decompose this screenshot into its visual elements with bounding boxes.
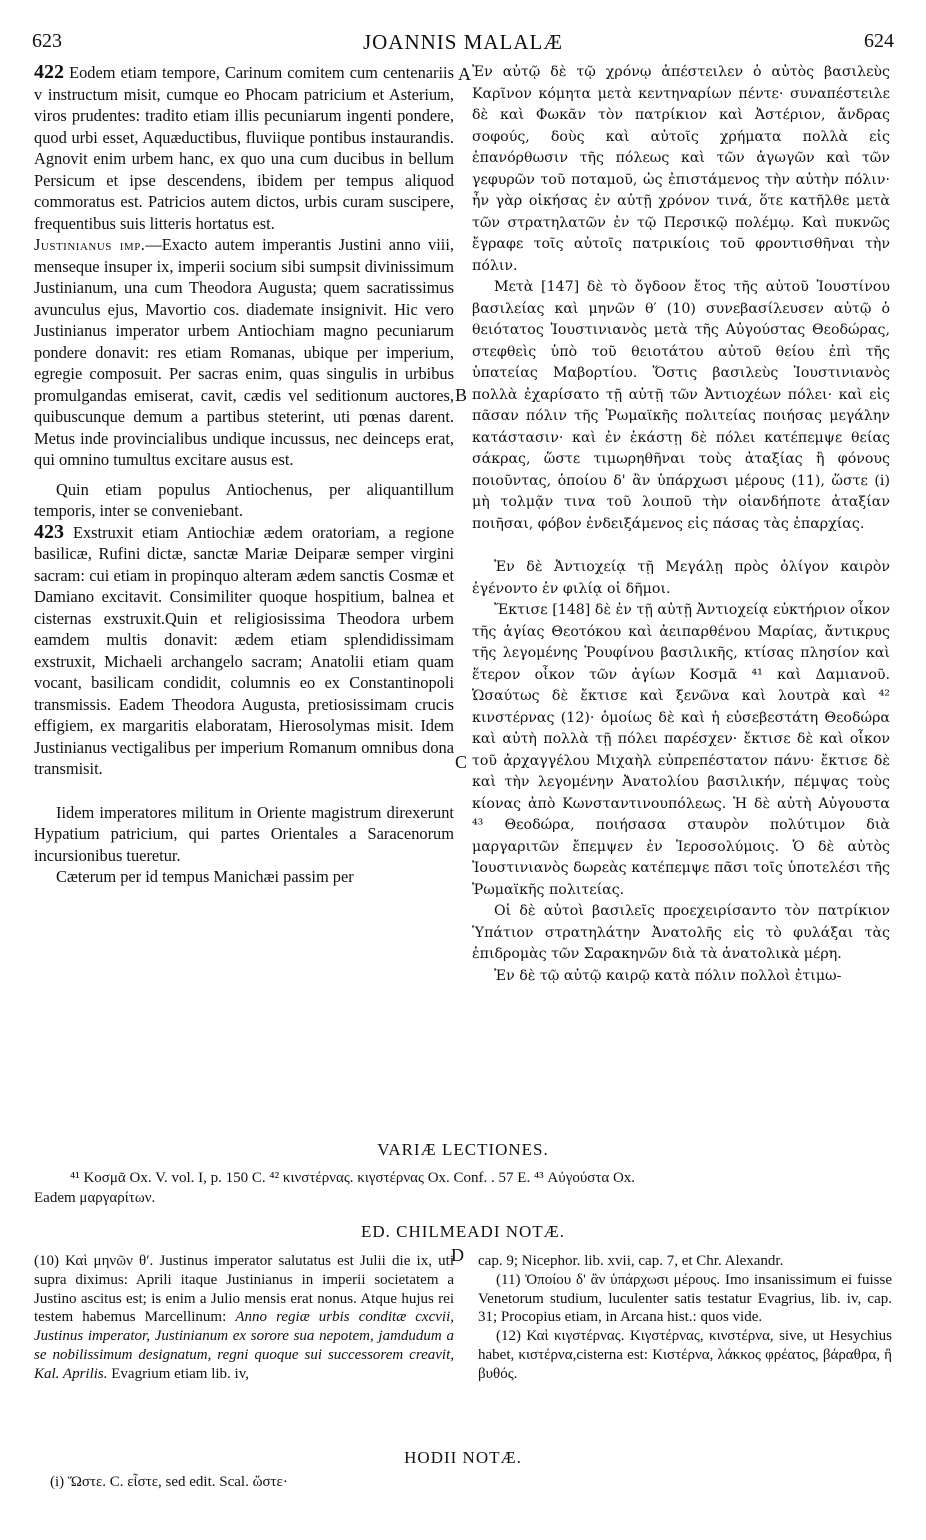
section-number: 423 xyxy=(34,520,64,543)
latin-paragraph xyxy=(34,62,454,234)
greek-paragraph: Ἐν δὲ τῷ αὐτῷ καιρῷ κατὰ πόλιν πολλοὶ ἐτιμω- xyxy=(494,967,842,984)
hodii-heading: HODII NOTÆ. xyxy=(404,1448,522,1467)
page-number-left: 623 xyxy=(32,30,62,52)
greek-paragraph: Μετὰ [147] δὲ τὸ ὄγδοον ἔτος τῆς αὐτοῦ Ἰουστίνου βασιλείας καὶ μηνῶν θ′ (10) συνεβασίλευσεν αὐτῷ ὁ θειότατος Ἰουστινιανὸς μετὰ τῆς Αὐγούστας Θεοδώρας, στεφθεὶς ὑπὸ τοῦ θειοτάτου αὐτοῦ θείου ἐπὶ τῆς ὑπατείας Μαβορτίου. Ὅστις βασιλεὺς Ἰουστινιανὸς πολλὰ ἐχαρίσατο τῇ αὐτῇ τῶν Ἀντιοχέων πόλει· καὶ εἰς πᾶσαν πόλιν τῆς Ῥωμαϊκῆς πολιτείας ποιήσας μεγάλην κατάστασιν· καὶ ἐν ἑκάστῃ δὲ πόλει κατέπεμψε θείας σάκρας, ὥστε τιμωρηθῆναι τοὺς ἀταξίας ἢ φόνους ποιοῦντας, ὁποίου δ' ἂν ὑπάρχωσι μέρους (11), ὥστε (i) μὴ τολμᾷν τινα τοῦ λοιποῦ τὴν οἱανδήποτε ἀταξίαν ποιῆσαι, φόβον ἐνδειξάμενος εἰς πάσας τὰς ἐπαρχίας. xyxy=(472,279,890,532)
section-heading: Justinianus imp. xyxy=(34,235,146,254)
greek-paragraph: Ἐν αὐτῷ δὲ τῷ χρόνῳ ἀπέστειλεν ὁ αὐτὸς βασιλεὺς Καρῖνον κόμητα μετὰ κεντηναρίων πέντε· συναπέστειλε δὲ καὶ Φωκᾶν τὸν πατρίκιον καὶ Ἀστέριον, ἄνδρας σοφούς, δοὺς καὶ αὐτοῖς χρήματα πολλὰ εἰς ἐπανόρθωσιν τῆς πόλεως καὶ τῶν ἀγωγῶν καὶ τῶν γεφυρῶν τοῦ ποταμοῦ, ὡς ἐπιστάμενος τὴν αὐτὴν πόλιν· ἦν γὰρ οἰκήσας ἐν αὐτῇ χρόνον τινά, ὅτε κατῆλθε μετὰ τῶν στρατηλατῶν ἐν τῷ Περσικῷ πολέμῳ. Καὶ πυκνῶς ἔγραφε τοῖς αὐτοῖς πατρικίοις τοῦ φροντισθῆναι τὴν πόλιν. xyxy=(472,64,890,274)
note-text: (11) Ὁποίου δ' ἂν ὑπάρχωσι μέρους. Imo insanissimum ei fuisse Venetorum studium, luculenter satis testatur Evagrius, lib. iv, cap. 31; Procopius etiam, in Arcana hist.: quos vide. xyxy=(478,1271,892,1326)
running-header xyxy=(32,30,894,54)
greek-paragraph: Ἐν δὲ Ἀντιοχείᾳ τῇ Μεγάλῃ πρὸς ὀλίγον καιρὸν ἐγένοντο ἐν φιλίᾳ οἱ δῆμοι. xyxy=(472,559,890,597)
variae-lectiones xyxy=(34,1168,890,1208)
latin-text: Exstruxit etiam Antiochiæ ædem oratoriam, a regione basilicæ, Rufini dictæ, sanctæ Mariæ Deiparæ semper virgini sacram: cui etiam in propinquo alteram ædem sanctis Cosmæ et Damiano excitavit. Consimiliter quoque hospitium, balnea et cisternas exstruxit.Quin et religiosissima Theodora urbem eamdem multis donavit: ædem etiam splendidissimam exstruxit, Michaeli archangelo sacram; Anatolii etiam quam vocant, basilicam condidit, columnis eo ex Constantinopoli transmissis. Eadem Theodora Augusta, pretiosissimam crucis effigiem, ex margaritis elaboratam, Hierosolymas misit. Idem Justinianus vectigalibus per imperium Romanum omnibus dona transmisit. xyxy=(34,522,454,778)
variae-heading: VARIÆ LECTIONES. xyxy=(377,1140,549,1159)
margin-marker-b: B xyxy=(455,385,468,405)
margin-marker-a: A xyxy=(458,64,471,84)
latin-paragraph: Quin etiam populus Antiochenus, per aliquantillum temporis, inter se conveniebant. xyxy=(34,479,454,520)
greek-column xyxy=(472,62,890,987)
variae-line: ⁴¹ Κοσμᾶ Ox. V. vol. I, p. 150 C. ⁴² κινστέρνας. κιγστέρνας Ox. Conf. . 57 E. ⁴³ Αὐγούστα Ox. xyxy=(70,1170,636,1186)
quotation: Anno regiæ urbis conditæ cxcvii, Justinus imperator, Justinianum ex sorore sua nepotem, jamdudum a se nobilissimum designatum, regni quoque sui successorem creavit, Kal. Aprilis. xyxy=(34,1309,454,1382)
latin-paragraph: Cæterum per id tempus Manichæi passim per xyxy=(56,867,354,886)
note-text: cap. 9; Nicephor. lib. xvii, cap. 7, et Chr. Alexandr. xyxy=(478,1253,784,1269)
latin-paragraph xyxy=(34,522,454,780)
note-text: (10) Καὶ μηνῶν θ′. Justinus imperator salutatus est Julii die ix, uti supra diximus: Aprili itaque Justinianus in imperii societatem a Justino ascitus est; is enim a Julio mensis erat nonus. Atque hujus rei testem habemus Marcellinum: Anno regiæ urbis conditæ cxcvii, Justinus imperator, Justinianum ex sorore sua nepotem, jamdudum a se nobilissimum designatum, regni quoque sui successorem creavit, Kal. Aprilis. Evagrium etiam lib. iv, xyxy=(34,1253,454,1382)
greek-paragraph: Ἔκτισε [148] δὲ ἐν τῇ αὐτῇ Ἀντιοχείᾳ εὐκτήριον οἶκον τῆς ἁγίας Θεοτόκου καὶ ἀειπαρθένου Μαρίας, ἄντικρυς τῆς λεγομένης Ῥουφίνου βασιλικῆς, κτίσας πλησίον καὶ ἕτερον οἶκον τῶν ἁγίων Κοσμᾶ ⁴¹ καὶ Δαμιανοῦ. Ὡσαύτως δὲ ἔκτισε καὶ ξενῶνα καὶ λουτρὰ καὶ ⁴² κινστέρνας (12)· ὁμοίως δὲ καὶ ἡ εὐσεβεστάτη Θεοδώρα καὶ αὐτὴ πολλὰ τῇ πόλει παρέσχεν· ἔκτισε δὲ καὶ οἶκον τοῦ ἀρχαγγέλου Μιχαὴλ εὐπρεπέστατον πάνυ· ἔκτισε δὲ καὶ τὴν λεγομένην Ἀνατολίου βασιλικήν, πέμψας τοὺς κίονας ἀπὸ Κωνσταντινουπόλεως. Ἡ δὲ αὐτὴ Αὐγουστα ⁴³ Θεοδώρα, ποιήσασα σταυρὸν πολύτιμον διὰ μαργαριτῶν ἔπεμψεν ἐν Ἱεροσολύμοις. Ὁ δὲ αὐτὸς Ἰουστινιανὸς δωρεὰς κατέπεμψε πᾶσι τοῖς ὑποτελέσι τῆς Ῥωμαϊκῆς πολιτείας. xyxy=(472,602,890,898)
chilmead-heading: ED. CHILMEADI NOTÆ. xyxy=(360,1222,566,1241)
variae-line: Eadem μαργαρίτων. xyxy=(34,1190,156,1206)
note-text: (12) Καὶ κιγστέρνας. Κιγστέρνας, κινστέρνα, sive, ut Hesychius habet, κιστέρνα,cisterna est: Κιστέρνα, λάκκος φρέατος, βάραθρα, ἢ βυθός. xyxy=(478,1328,892,1382)
margin-marker-d: D xyxy=(451,1245,464,1265)
latin-paragraph xyxy=(34,234,454,471)
latin-paragraph: Iidem imperatores militum in Oriente magistrum direxerunt Hypatium patricium, qui partes Orientales a Saracenorum incursionibus tueretur. xyxy=(34,802,454,865)
running-title: JOANNIS MALALÆ xyxy=(362,30,564,54)
hodii-note: (i) Ὥστε. C. εἶστε, sed edit. Scal. ὥστε· xyxy=(50,1474,288,1490)
latin-text: Eodem etiam tempore, Carinum comitem cum centenariis v instructum misit, cumque eo Phocam patricium et Asterium, viros prudentes: tradito etiam illis pecuniarum ingenti pondere, quod urbi esset, Aquæductibus, fluviique pontibus instaurandis. Agnovit enim urbem hanc, ex quo una cum ducibus in bellum Persicum et ipse descendens, ibidem per tempus aliquod commoratus est. Patricios autem dictos, urbis curam suscipere, frequentibus suis litteris hortatus est. xyxy=(34,63,454,233)
latin-text: —Exacto autem imperantis Justini anno viii, menseque insuper ix, imperii socium sibi sumpsit divinissimum Justinianum, una cum Theodora Augusta; quem sacratissimus avunculus ejus, Mavortio cos. diademate insignivit. Hic vero Justinianus imperator urbem Antiochiam magno pecuniarum pondere donavit: res etiam Romanas, ubique per imperium, egregie composuit. Per sacras enim, quas singulis in urbibus promulgandas emiserat, cavit, cædis vel seditionum auctores, quibuscunque demum a partibus steterint, uti pœnas darent. Metus inde provincialibus undique incussus, nec deinceps erat, qui omnino tumultus excitare ausus est. xyxy=(34,235,454,469)
chilmead-notes-left xyxy=(34,1252,454,1384)
margin-marker-c: C xyxy=(455,752,468,772)
section-number: 422 xyxy=(34,61,64,83)
chilmead-notes-right xyxy=(478,1252,892,1384)
greek-paragraph: Οἱ δὲ αὐτοὶ βασιλεῖς προεχειρίσαντο τὸν πατρίκιον Ὑπάτιον στρατηλάτην Ἀνατολῆς εἰς τὸ φυλάξαι τὰς ἐπιδρομὰς τῶν Σαρακηνῶν διὰ τὰ ἀνατολικὰ μέρη. xyxy=(472,903,890,962)
page-number-right: 624 xyxy=(864,30,894,52)
latin-column xyxy=(34,62,454,888)
